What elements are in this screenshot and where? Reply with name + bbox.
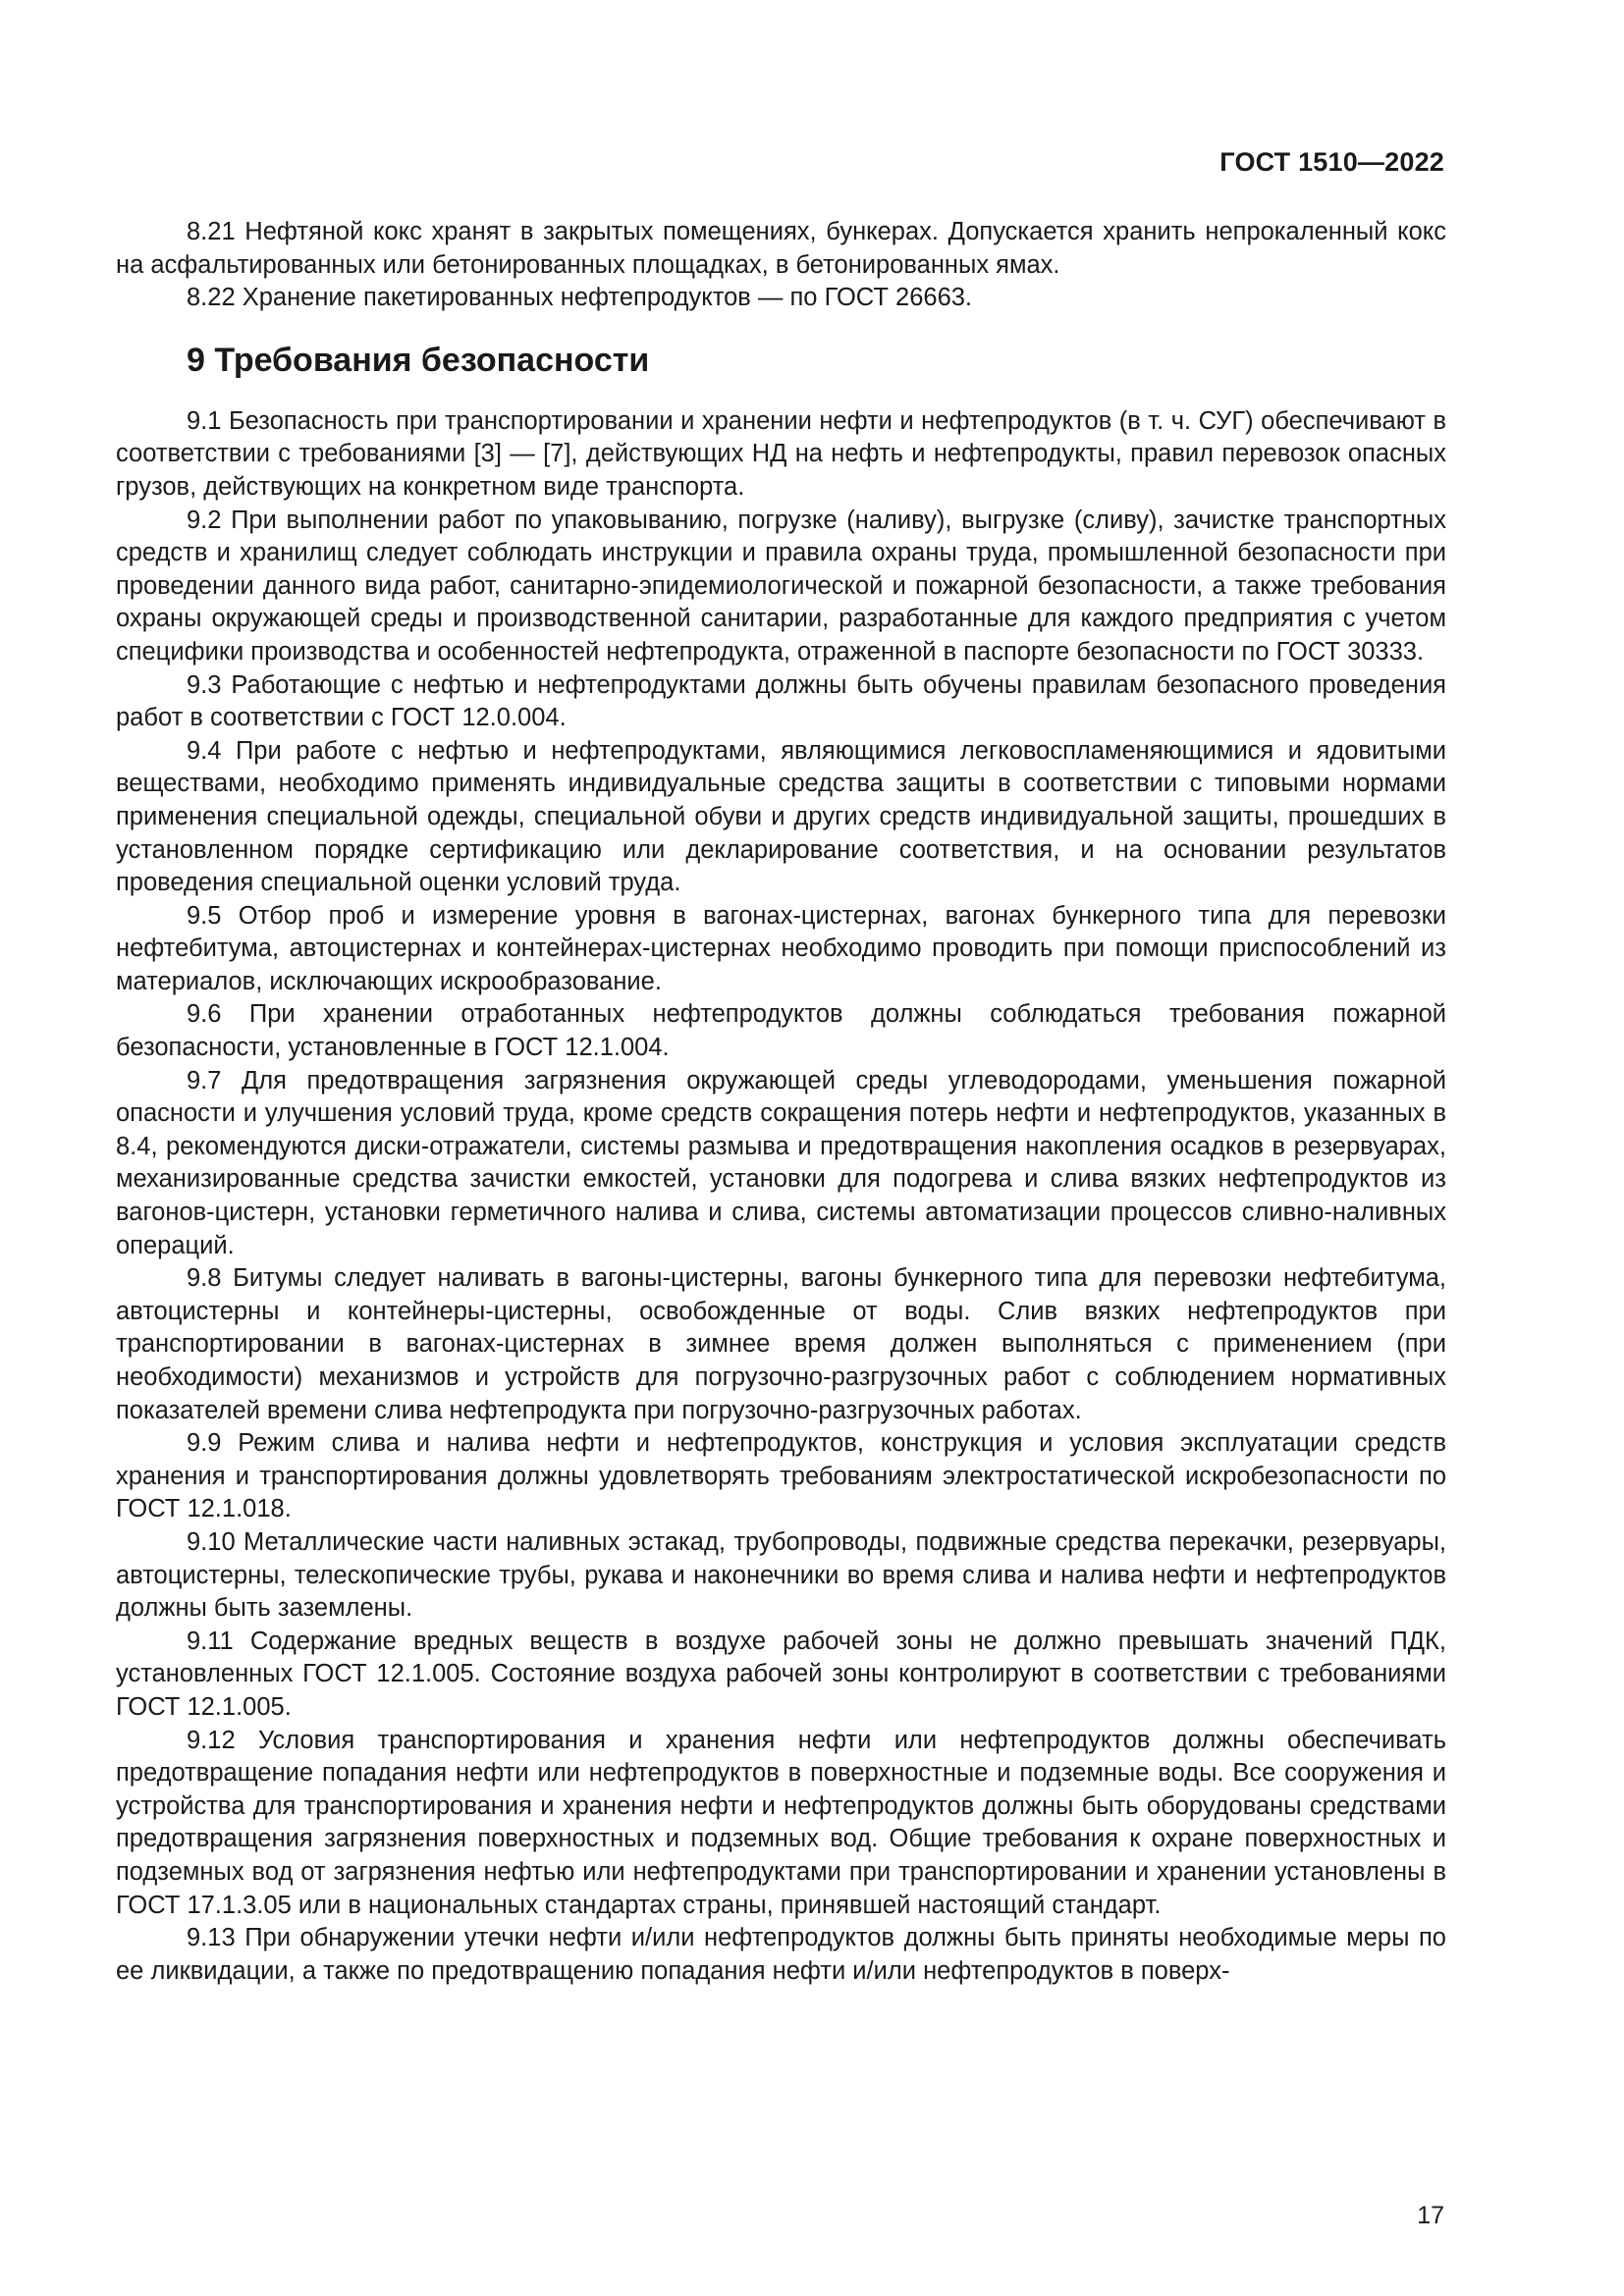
paragraph-9-6: 9.6 При хранении отработанных нефтепродуктов должны соблюдаться требования пожарной безопасности, установленные в ГОСТ 12.1.004. — [116, 1000, 1446, 1062]
paragraph-9-7: 9.7 Для предотвращения загрязнения окружающей среды углеводородами, уменьшения пожарной опасности и улучшения условий труда, кроме средств сокращения потерь нефти и нефтепродуктов, указанных в 8.4, рекомендуются диски-отражатели, системы размыва и предотвращения накопления осадков в резервуарах, механизированные средства зачистки емкостей, установки для подогрева и слива вязких нефтепродуктов из вагонов-цистерн, установки герметичного налива и слива, системы автоматизации процессов сливно-наливных операций. — [116, 1066, 1446, 1259]
document-body — [116, 216, 1446, 1988]
paragraph-8-21: 8.21 Нефтяной кокс хранят в закрытых помещениях, бункерах. Допускается хранить непрокаленный кокс на асфальтированных или бетонированных площадках, в бетонированных ямах. — [116, 218, 1446, 279]
section-heading: 9 Требования безопасности — [187, 341, 650, 379]
paragraph-9-11: 9.11 Содержание вредных веществ в воздухе рабочей зоны не должно превышать значений ПДК, установленных ГОСТ 12.1.005. Состояние воздуха рабочей зоны контролируют в соответствии с требованиями ГОСТ 12.1.005. — [116, 1627, 1446, 1721]
paragraph-9-2: 9.2 При выполнении работ по упаковыванию, погрузке (наливу), выгрузке (сливу), зачистке транспортных средств и хранилищ следует соблюдать инструкции и правила охраны труда, промышленной безопасности при проведении данного вида работ, санитарно-эпидемиологической и пожарной безопасности, а также требования охраны окружающей среды и производственной санитарии, разработанные для каждого предприятия с учетом специфики производства и особенностей нефтепродукта, отраженной в паспорте безопасности по ГОСТ 30333. — [116, 506, 1446, 666]
paragraph-9-1: 9.1 Безопасность при транспортировании и хранении нефти и нефтепродуктов (в т. ч. СУГ) обеспечивают в соответствии с требованиями [3] — [7], действующих НД на нефть и нефтепродукты, правил перевозок опасных грузов, действующих на конкретном виде транспорта. — [116, 406, 1446, 501]
paragraph-9-12: 9.12 Условия транспортирования и хранения нефти или нефтепродуктов должны обеспечивать предотвращение попадания нефти или нефтепродуктов в поверхностные и подземные воды. Все сооружения и устройства для транспортирования и хранения нефти и нефтепродуктов должны быть оборудованы средствами предотвращения загрязнения поверхностных и подземных вод. Общие требования к охране поверхностных и подземных вод от загрязнения нефтью или нефтепродуктами при транспортировании и хранении установлены в ГОСТ 17.1.3.05 или в национальных стандартах страны, принявшей настоящий стандарт. — [116, 1726, 1446, 1919]
paragraph-9-13: 9.13 При обнаружении утечки нефти и/или нефтепродуктов должны быть приняты необходимые меры по ее ликвидации, а также по предотвращению попадания нефти и/или нефтепродуктов в поверх- — [116, 1924, 1446, 1985]
paragraph-9-9: 9.9 Режим слива и налива нефти и нефтепродуктов, конструкция и условия эксплуатации средств хранения и транспортирования должны удовлетворять требованиям электростатической искробезопасности по ГОСТ 12.1.018. — [116, 1429, 1446, 1523]
paragraph-9-3: 9.3 Работающие с нефтью и нефтепродуктами должны быть обучены правилам безопасного проведения работ в соответствии с ГОСТ 12.0.004. — [116, 670, 1446, 732]
paragraph-8-22: 8.22 Хранение пакетированных нефтепродуктов — по ГОСТ 26663. — [187, 284, 973, 312]
paragraph-9-10: 9.10 Металлические части наливных эстакад, трубопроводы, подвижные средства перекачки, резервуары, автоцистерны, телескопические трубы, рукава и наконечники во время слива и налива нефти и нефтепродуктов должны быть заземлены. — [116, 1527, 1446, 1623]
paragraph-9-5: 9.5 Отбор проб и измерение уровня в вагонах-цистернах, вагонах бункерного типа для перевозки нефтебитума, автоцистернах и контейнерах-цистернах необходимо проводить при помощи приспособлений из материалов, исключающих искрообразование. — [116, 901, 1446, 995]
page-number: 17 — [1417, 2202, 1444, 2229]
paragraph-9-4: 9.4 При работе с нефтью и нефтепродуктами, являющимися легковоспламеняющимися и ядовитыми веществами, необходимо применять индивидуальные средства защиты в соответствии с типовыми нормами применения специальной одежды, специальной обуви и других средств индивидуальной защиты, прошедших в установленном порядке сертификацию или декларирование соответствия, и на основании результатов проведения специальной оценки условий труда. — [116, 736, 1446, 897]
document-standard-header: ГОСТ 1510—2022 — [1219, 147, 1444, 177]
paragraph-9-8: 9.8 Битумы следует наливать в вагоны-цистерны, вагоны бункерного типа для перевозки нефтебитума, автоцистерны и контейнеры-цистерны, освобожденные от воды. Слив вязких нефтепродуктов при транспортировании в вагонах-цистернах в зимнее время должен выполняться с применением (при необходимости) механизмов и устройств для погрузочно-разгрузочных работ с соблюдением нормативных показателей времени слива нефтепродукта при погрузочно-разгрузочных работах. — [116, 1264, 1446, 1424]
